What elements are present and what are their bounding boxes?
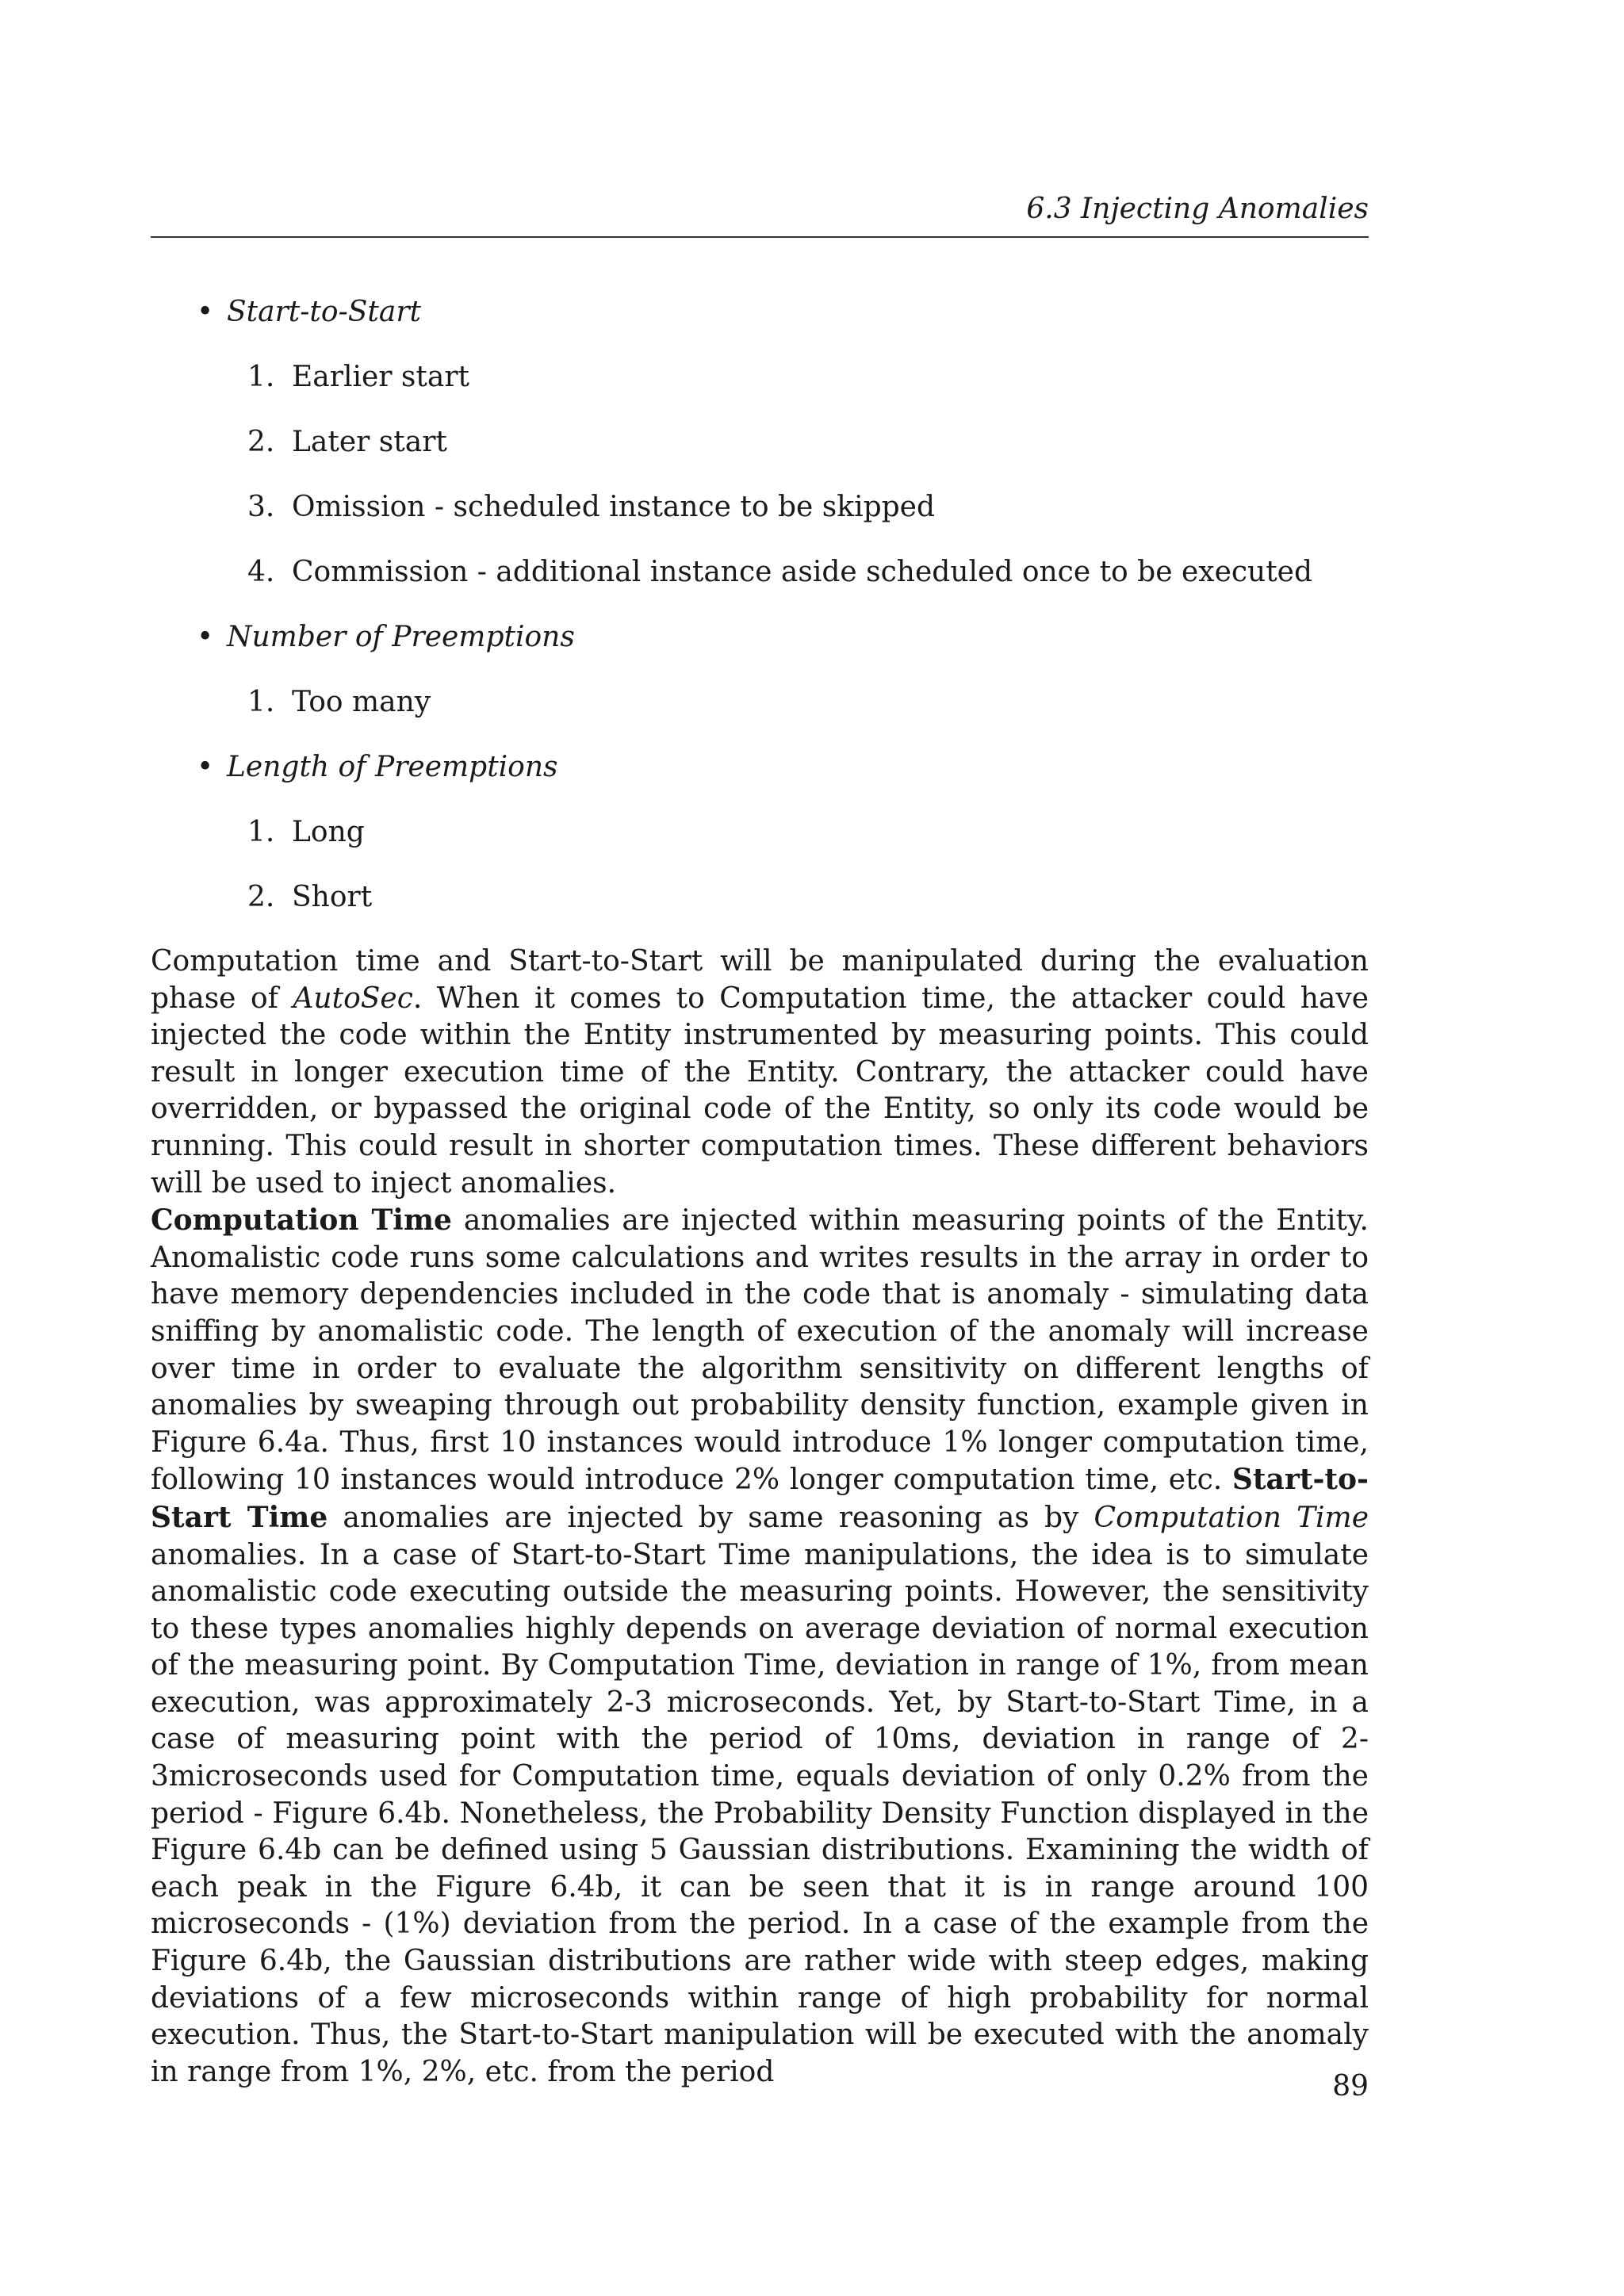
list-item-number: 2. xyxy=(247,426,275,458)
paragraph-text: anomalies. In a case of Start-to-Start Time manipulations, the idea is to simulate anomalistic code executing outside the measuring points. However, the sensitivity to these types anomalies highly depends on average deviation of normal execution of the measuring point. By Computation Time, deviation in range of 1%, from mean execution, was approximately 2-3 microseconds. Yet, by Start-to-Start Time, in a case of measuring point with the period of 10ms, deviation in range of 2-3microseconds used for Computation time, equals deviation of only 0.2% from the period - Figure 6.4b. Nonetheless, the Probability Density Function displayed in the Figure 6.4b can be defined using 5 Gaussian distributions. Examining the width of each peak in the Figure 6.4b, it can be seen that it is in range around 100 microseconds - (1%) deviation from the period. In a case of the example from the Figure 6.4b, the Gaussian distributions are rather wide with steep edges, making deviations of a few microseconds within range of high probability for normal execution. Thus, the Start-to-Start manipulation will be executed with the anomaly in range from 1%, 2%, etc. from the period xyxy=(151,1538,1369,2088)
bullet-icon: • xyxy=(197,751,214,783)
list-item xyxy=(151,358,1369,396)
header-rule xyxy=(151,236,1369,238)
list-item xyxy=(151,878,1369,916)
list-item-text: Short xyxy=(292,881,373,913)
emphasis-text: Computation Time xyxy=(1094,1501,1369,1534)
list-group-title-text: Start-to-Start xyxy=(227,296,422,328)
page-number: 89 xyxy=(1332,2070,1369,2103)
list-group-title-text: Length of Preemptions xyxy=(227,751,558,783)
paragraph-text: . When it comes to Computation time, the attacker could have injected the code within the Entity instrumented by measuring points. This could result in longer execution time of the Entity. Contrary, the attacker could have overridden, or bypassed the original code of the Entity, so only its code would be running. This could result in shorter computation times. These different behaviors will be used to inject anomalies. xyxy=(151,982,1369,1200)
list-item xyxy=(151,813,1369,851)
list-group-title xyxy=(151,618,1369,656)
paragraph-text: anomalies are injected within measuring points of the Entity. Anomalistic code runs some calculations and writes results in the array in order to have memory dependencies included in the code that is anomaly - simulating data sniffing by anomalistic code. The length of execution of the anomaly will increase over time in order to evaluate the algorithm sensitivity on different lengths of anomalies by sweaping through out probability density function, example given in Figure 6.4a. Thus, first 10 instances would introduce 1% longer computation time, following 10 instances would introduce 2% longer computation time, etc. xyxy=(151,1204,1369,1497)
paragraph-text: Computation time and Start-to-Start will be manipulated during the evaluation phase of xyxy=(151,945,1369,1015)
numbered-list xyxy=(151,683,1369,721)
list-item-text: Omission - scheduled instance to be skipped xyxy=(292,491,936,523)
emphasis-text: AutoSec xyxy=(293,982,413,1015)
list-item xyxy=(151,553,1369,591)
list-group-title xyxy=(151,293,1369,331)
list-item-text: Long xyxy=(292,816,365,848)
list-item-number: 1. xyxy=(247,686,275,718)
list-item-number: 1. xyxy=(247,361,275,393)
list-item-number: 2. xyxy=(247,881,275,913)
list-item-number: 4. xyxy=(247,556,275,588)
bullet-icon: • xyxy=(197,296,214,328)
bold-term: Computation Time xyxy=(151,1203,452,1238)
list-item-text: Earlier start xyxy=(292,361,470,393)
list-group-title xyxy=(151,748,1369,786)
list-item xyxy=(151,683,1369,721)
list-item-number: 1. xyxy=(247,816,275,848)
list-group-title-text: Number of Preemptions xyxy=(227,621,575,653)
bold-term: Start-to-Start Time xyxy=(151,1463,1369,1534)
list-item-number: 3. xyxy=(247,491,275,523)
list-item xyxy=(151,423,1369,461)
numbered-list xyxy=(151,813,1369,916)
page-content xyxy=(151,293,1369,2091)
paragraph-text: anomalies are injected by same reasoning as by xyxy=(327,1501,1094,1534)
bullet-icon: • xyxy=(197,621,214,653)
list-item xyxy=(151,488,1369,526)
body-paragraph xyxy=(151,1202,1369,2091)
list-item-text: Later start xyxy=(292,426,447,458)
numbered-list xyxy=(151,358,1369,591)
body-paragraph xyxy=(151,943,1369,1202)
running-header: 6.3 Injecting Anomalies xyxy=(1026,193,1369,225)
list-item-text: Too many xyxy=(292,686,431,718)
list-item-text: Commission - additional instance aside scheduled once to be executed xyxy=(292,556,1313,588)
